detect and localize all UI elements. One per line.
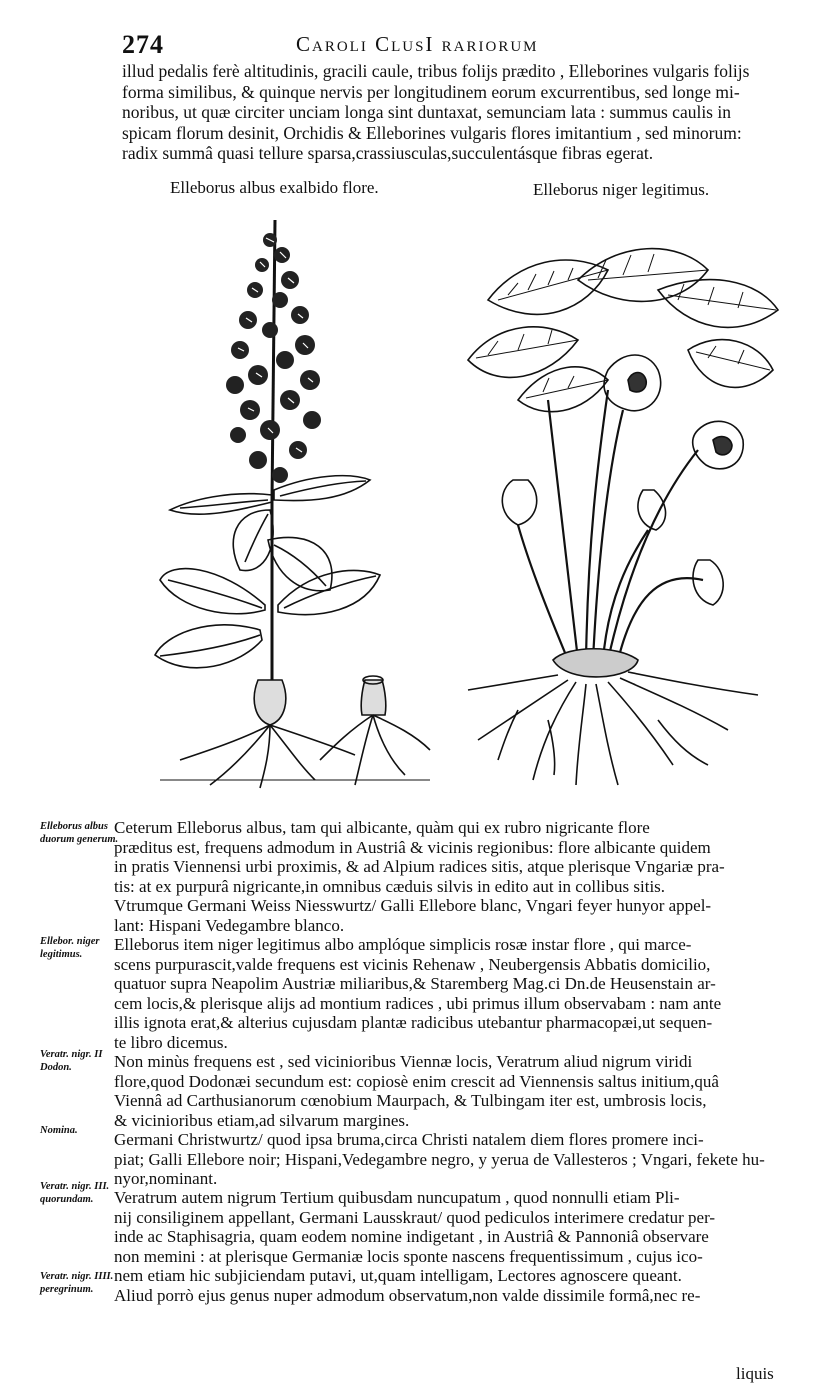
text-line: inde ac Staphisagria, quam eodem nomine indigetant , in Austriâ & Pannoniâ observare bbox=[114, 1227, 709, 1246]
intro-text bbox=[122, 61, 788, 164]
stems bbox=[518, 390, 703, 660]
leaf-crown bbox=[468, 249, 778, 412]
bulb-and-roots bbox=[160, 676, 430, 788]
text-line: forma similibus, & quinque nervis per longitudinem eorum excurrentibus, sed longe mi- bbox=[122, 81, 740, 102]
paragraph-veratrum-viridi bbox=[114, 1052, 794, 1130]
text-line: scens purpurascit,valde frequens est vicinis Rehenaw , Neubergensis Abbatis domicilio, bbox=[114, 954, 711, 974]
paragraph-elleborus-niger bbox=[114, 935, 794, 1052]
margin-note-veratrum-iiii: Veratr. nigr. IIII. peregrinum. bbox=[40, 1271, 114, 1295]
text-line: lant: Hispani Vedegambre blanco. bbox=[114, 915, 345, 935]
margin-note-niger: Ellebor. niger legitimus. bbox=[40, 936, 100, 960]
flowers bbox=[502, 355, 743, 605]
text-line: Germani Christwurtz/ quod ipsa bruma,circa Christi natalem diem flores promere inci- bbox=[114, 1130, 704, 1149]
rootstock bbox=[468, 649, 758, 785]
text-line: præditus est, frequens admodum in Austriâ & vicinis regionibus: flore albicante quidem bbox=[114, 837, 711, 857]
paragraph-vtrumque bbox=[114, 896, 794, 935]
figure-caption-right: Elleborus niger legitimus. bbox=[533, 180, 710, 199]
elleborus-albus-woodcut bbox=[140, 210, 440, 790]
text-line: tis: at ex purpurâ nigricante,in omnibus cæduis silvis in edito aut in collibus sitis. bbox=[114, 876, 666, 896]
text-line: Non minùs frequens est , sed vicinioribus Viennæ locis, Veratrum aliud nigrum viridi bbox=[114, 1052, 693, 1071]
text-line: quatuor supra Neapolim Austriæ miliaribus,& Staremberg Mag.ci Dn.de Heusenstain ar- bbox=[114, 974, 716, 993]
text-line: nem etiam hic subjiciendam putavi, ut,quam intelligam, Lectores agnoscere queant. bbox=[114, 1266, 682, 1285]
margin-note-veratrum-ii: Veratr. nigr. II Dodon. bbox=[40, 1049, 103, 1073]
text-line: te libro dicemus. bbox=[114, 1032, 228, 1052]
elleborus-niger-woodcut bbox=[458, 240, 788, 790]
text-line: illud pedalis ferè altitudinis, gracili caule, tribus folijs prædito , Elleborines vulgaris folijs bbox=[122, 61, 750, 81]
text-line: spicam florum desinit, Orchidis & Elleborines vulgaris flores imitantium , sed minorum: bbox=[122, 122, 742, 143]
figure-caption-left: Elleborus albus exalbido flore. bbox=[170, 178, 379, 197]
text-line: Ceterum Elleborus albus, tam qui albicante, quàm qui ex rubro nigricante flore bbox=[114, 818, 650, 837]
margin-note-nomina: Nomina. bbox=[40, 1125, 78, 1136]
paragraph-nomina bbox=[114, 1130, 794, 1189]
text-line: noribus, ut quæ circiter unciam longa sint duntaxat, semunciam lata : summus caulis in bbox=[122, 102, 731, 122]
margin-note-albus: Elleborus albus duorum generum. bbox=[40, 821, 119, 845]
paragraph-ceterum bbox=[114, 818, 794, 896]
text-line: & vicinioribus etiam,ad silvarum margines. bbox=[114, 1110, 410, 1130]
catchword: liquis bbox=[736, 1364, 774, 1383]
paragraph-veratrum-tertium bbox=[114, 1188, 794, 1286]
running-title: Caroli ClusI rariorum bbox=[296, 32, 539, 56]
text-line: illis ignota erat,& alterius cujusdam plantæ radicibus utebantur pharmacopæi,ut sequen- bbox=[114, 1013, 713, 1032]
text-line: flore,quod Dodonæi secundum est: copiosè enim crescit ad Viennensis saltus initium,quâ bbox=[114, 1071, 719, 1091]
text-line: Aliud porrò ejus genus nuper admodum observatum,non valde dissimile formâ,nec re- bbox=[114, 1286, 701, 1305]
text-line: nij consiliginem appellant, Germani Lausskraut/ quod pediculos interimere credatur per- bbox=[114, 1207, 716, 1227]
text-line: non memini : at plerisque Germaniæ locis sponte nascens frequentissimum , cujus ico- bbox=[114, 1246, 703, 1266]
running-header bbox=[122, 30, 782, 60]
text-line: radix summâ quasi tellure sparsa,crassiusculas,succulentásque fibras egerat. bbox=[122, 143, 654, 163]
leaves bbox=[155, 476, 380, 690]
paragraph-aliud bbox=[114, 1286, 794, 1306]
text-line: Veratrum autem nigrum Tertium quibusdam nuncupatum , quod nonnulli etiam Pli- bbox=[114, 1188, 680, 1207]
flower-spike bbox=[226, 220, 321, 500]
text-line: piat; Galli Ellebore noir; Hispani,Vedegambre negro, y yerua de Vallesteros ; Vngari, fekete hu- bbox=[114, 1149, 765, 1169]
text-line: cem locis,& plerisque alijs ad montium radices , ubi primus illum observabam : nam ante bbox=[114, 993, 722, 1013]
page-number: 274 bbox=[122, 30, 164, 59]
text-line: nyor,nominant. bbox=[114, 1169, 218, 1188]
text-line: in pratis Viennensi urbi proximis, & ad Alpium radices sitis, atque plerisque Vngariæ pra- bbox=[114, 857, 725, 876]
text-line: Vtrumque Germani Weiss Niesswurtz/ Galli Ellebore blanc, Vngari feyer hunyor appel- bbox=[114, 896, 712, 915]
text-line: Elleborus item niger legitimus albo amplóque simplicis rosæ instar flore , qui marce- bbox=[114, 935, 692, 954]
margin-note-veratrum-iii: Veratr. nigr. III. quorundam. bbox=[40, 1181, 110, 1205]
text-line: Viennâ ad Carthusianorum cœnobium Maurpach, & Tulbingam iter est, umbrosis locis, bbox=[114, 1091, 707, 1110]
